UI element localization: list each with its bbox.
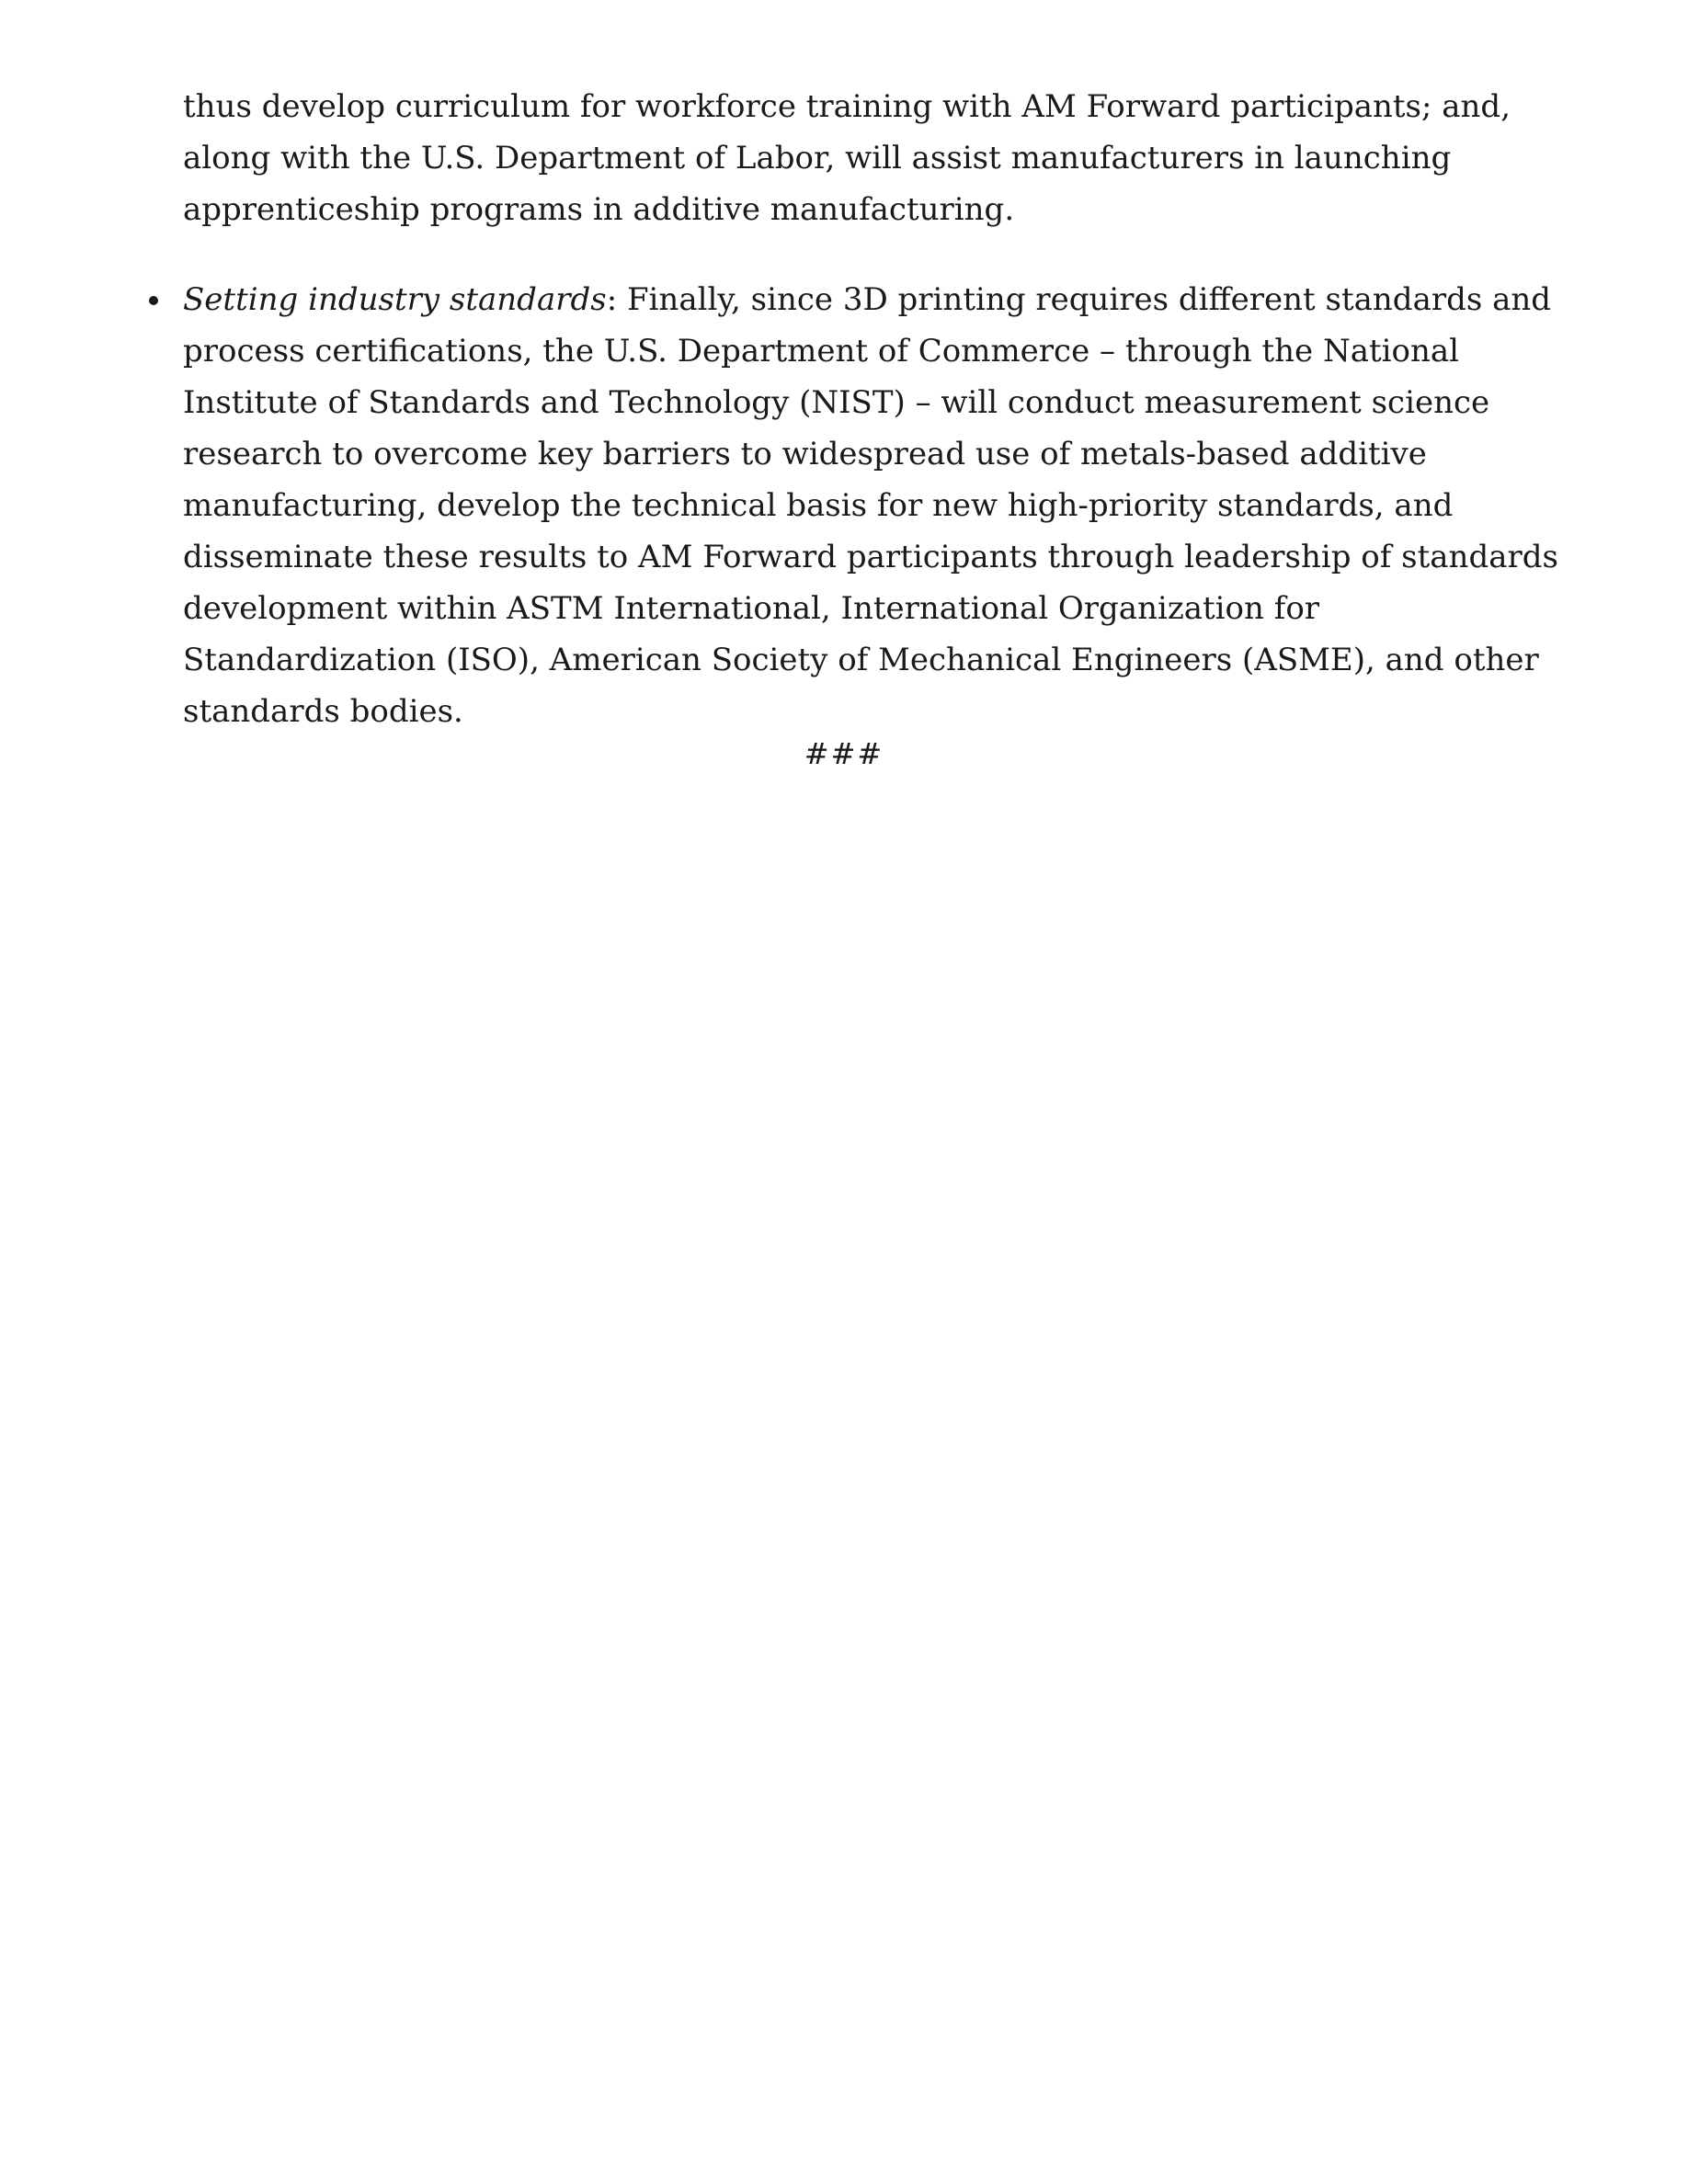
bullet-heading: Setting industry standards (183, 281, 607, 318)
bullet-item-industry-standards (183, 274, 1562, 737)
end-of-release-mark: ### (804, 736, 884, 771)
continuation-paragraph: thus develop curriculum for workforce training with AM Forward participants; and, along with the U.S. Department of Labor, will assist manufacturers in launching apprenticeship programs in additive manufacturing. (183, 88, 1511, 228)
bullet-dot-icon (149, 296, 158, 305)
bullet-list (183, 274, 1562, 737)
bullet-body: : Finally, since 3D printing requires different standards and process certifications, the U.S. Department of Commerce – through the National Institute of Standards and Technology (NIST) – will conduct measurement science research to overcome key barriers to widespread use of metals-based additive manufacturing, develop the technical basis for new high-priority standards, and disseminate these results to AM Forward participants through leadership of standards development within ASTM International, International Organization for Standardization (ISO), American Society of Mechanical Engineers (ASME), and other standards bodies. (183, 281, 1558, 730)
